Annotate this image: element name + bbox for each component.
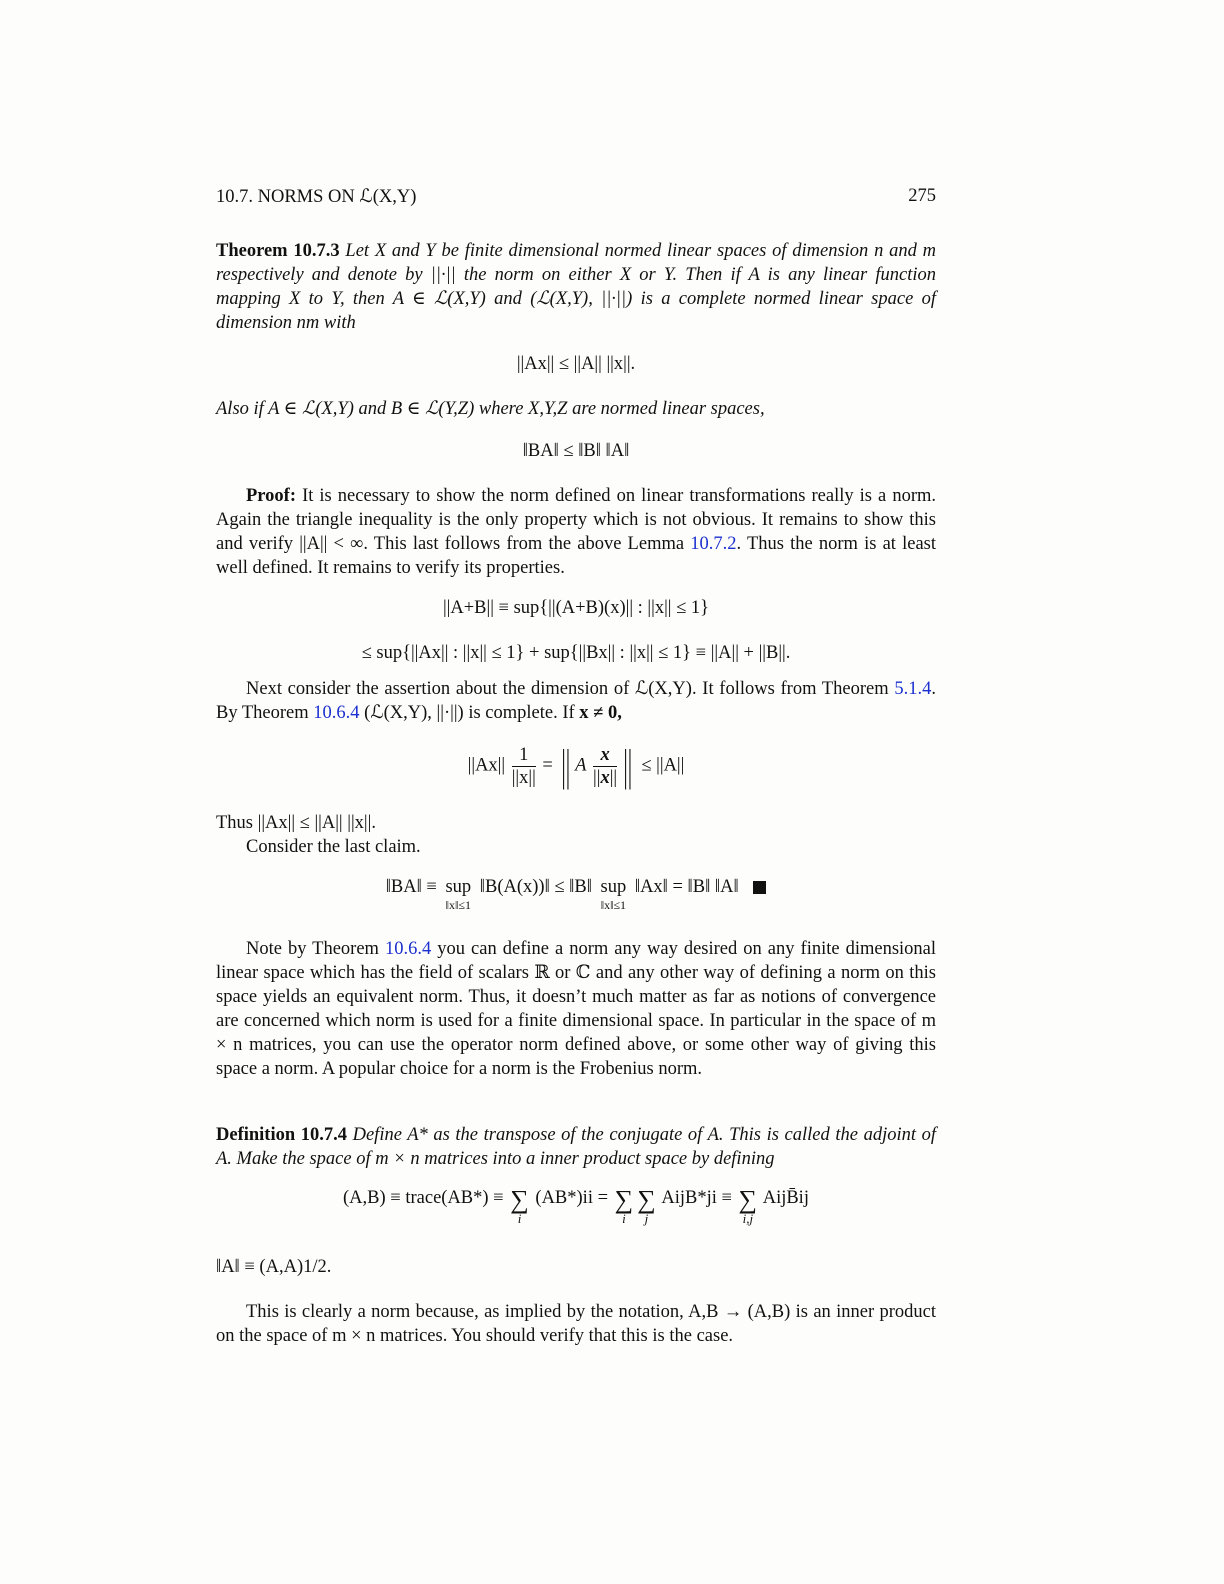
sup-subscript-2: ‖x‖≤1 <box>600 898 627 912</box>
theorem-link-514[interactable]: 5.1.4 <box>894 679 932 699</box>
dimension-paragraph <box>216 677 936 725</box>
fraction-numerator: 1 <box>512 744 536 767</box>
eq5-left: ||Ax|| <box>467 755 506 776</box>
equation-composition <box>216 877 936 913</box>
lemma-link[interactable]: 10.7.2 <box>690 534 737 554</box>
equation-scaling: ||Ax|| $\frac{1}{||x||}$ = || A $\frac{x}{||x||}$ || ≤ ||A|| <box>467 741 685 790</box>
sup-operator-1 <box>445 877 471 913</box>
eq6-c: ‖Ax‖ = ‖B‖ ‖A‖ <box>634 877 739 897</box>
frobenius-norm-definition: ‖A‖ ≡ (A,A)1/2. <box>216 1257 332 1277</box>
eq7-c: AijB*ji ≡ <box>661 1188 732 1208</box>
sup-word: sup <box>445 877 472 897</box>
eq6-a: ‖BA‖ ≡ <box>385 877 437 897</box>
theorem-statement: Let X and Y be finite dimensional normed linear spaces of dimension n and m respectively and denote by ||·|| the norm on either X or Y. Then if A is any linear function mapping X to Y, then A ∈ ℒ(X,Y) and (ℒ(X,Y), ||·||) is a complete normed linear space of dimension nm with <box>216 241 936 333</box>
proof-text-end: . Thus the norm is at least well defined. It remains to verify its properties. <box>216 534 937 578</box>
note-paragraph <box>216 937 936 1081</box>
eq7-a: (A,B) ≡ trace(AB*) ≡ <box>343 1188 504 1208</box>
sum-i: ∑ i <box>510 1185 529 1226</box>
sum-index-j: j <box>644 1211 649 1226</box>
sum-index-ij: i,j <box>742 1211 754 1226</box>
sum-j: ∑ j <box>637 1185 656 1226</box>
theorem-also: Also if A ∈ ℒ(X,Y) and B ∈ ℒ(Y,Z) where X,Y,Z are normed linear spaces, <box>216 399 765 419</box>
sup-operator-2 <box>601 877 627 913</box>
equation-triangle-1: ||A+B|| ≡ sup{||(A+B)(x)|| : ||x|| ≤ 1} <box>442 598 710 618</box>
note-theorem-link[interactable]: 10.6.4 <box>384 939 432 959</box>
qed-square-icon <box>753 881 766 894</box>
eq5-right: ≤ ||A|| <box>641 755 685 776</box>
dimension-text-3: (ℒ(X,Y), ||·||) is complete. If <box>364 703 575 723</box>
proof-paragraph <box>216 484 936 580</box>
dimension-text: Next consider the assertion about the dimension of ℒ(X,Y). It follows from Theorem <box>246 679 889 699</box>
equation-product-bound: ‖BA‖ ≤ ‖B‖ ‖A‖ <box>522 441 630 461</box>
sum-ij: ∑ i,j <box>738 1185 758 1226</box>
equation-inner-product <box>216 1185 936 1226</box>
sum-index-i: i <box>517 1211 522 1226</box>
consider-line: Consider the last claim. <box>246 837 421 857</box>
note-text-2: you can define a norm any way desired on any finite dimensional linear space which has the field of scalars ℝ or ℂ and any other way of defining a norm on this space yields an equivalent norm. Thus, it doesn’t much matter as far as notions of convergence are concerned which norm is used for a finite dimensional space. In particular in the space of m × n matrices, you can use the operator norm defined above, or some other way of giving this space a norm. A popular choice for a norm is the Frobenius norm. <box>216 939 937 1079</box>
equation-triangle-2: ≤ sup{||Ax|| : ||x|| ≤ 1} + sup{||Bx|| : ||x|| ≤ 1} ≡ ||A|| + ||B||. <box>361 643 791 663</box>
note-text: Note by Theorem <box>246 939 379 959</box>
eq7-b: (AB*)ii = <box>535 1188 609 1208</box>
sup-word-2: sup <box>600 877 627 897</box>
dimension-text-2: . By Theorem <box>216 679 937 723</box>
eq6-b: ‖B(A(x))‖ ≤ ‖B‖ <box>479 877 592 897</box>
sum-i-2: ∑ i <box>614 1185 634 1226</box>
page-number: 275 <box>908 186 936 206</box>
thus-line: Thus ||Ax|| ≤ ||A|| ||x||. <box>216 813 376 833</box>
definition-statement: Define A* as the transpose of the conjugate of A. This is called the adjoint of A. Make the space of m × n matrices into a inner product space by defining <box>216 1125 936 1169</box>
theorem-link-1064[interactable]: 10.6.4 <box>313 703 360 723</box>
theorem-label: Theorem 10.7.3 <box>216 241 340 261</box>
fraction-unit-vector: $\frac{x}{||x||}$ <box>593 744 618 788</box>
definition-label: Definition 10.7.4 <box>216 1125 347 1145</box>
fraction-inverse-norm <box>512 744 536 789</box>
proof-label: Proof: <box>246 486 296 506</box>
proof-text: It is necessary to show the norm defined on linear transformations really is a norm. Again the triangle inequality is the only property which is not obvious. It remains to show this and verify ||A|| < ∞. This last follows from the above Lemma <box>216 486 937 554</box>
sup-subscript: ‖x‖≤1 <box>445 898 471 912</box>
running-header <box>216 186 936 208</box>
eq7-d: AijB̄ij <box>762 1188 809 1208</box>
fraction-denominator: ||x|| <box>511 767 536 788</box>
section-title: 10.7. NORMS ON ℒ(X,Y) <box>216 187 417 207</box>
nonzero-condition: x ≠ 0, <box>579 703 622 723</box>
theorem-block <box>216 239 936 335</box>
sum-index-i-2: i <box>622 1211 626 1226</box>
closing-paragraph: This is clearly a norm because, as implied by the notation, A,B → (A,B) is an inner product on the space of m × n matrices. You should verify that this is the case. <box>216 1302 936 1346</box>
definition-block <box>216 1123 936 1171</box>
equation-norm-bound: ||Ax|| ≤ ||A|| ||x||. <box>516 354 636 374</box>
